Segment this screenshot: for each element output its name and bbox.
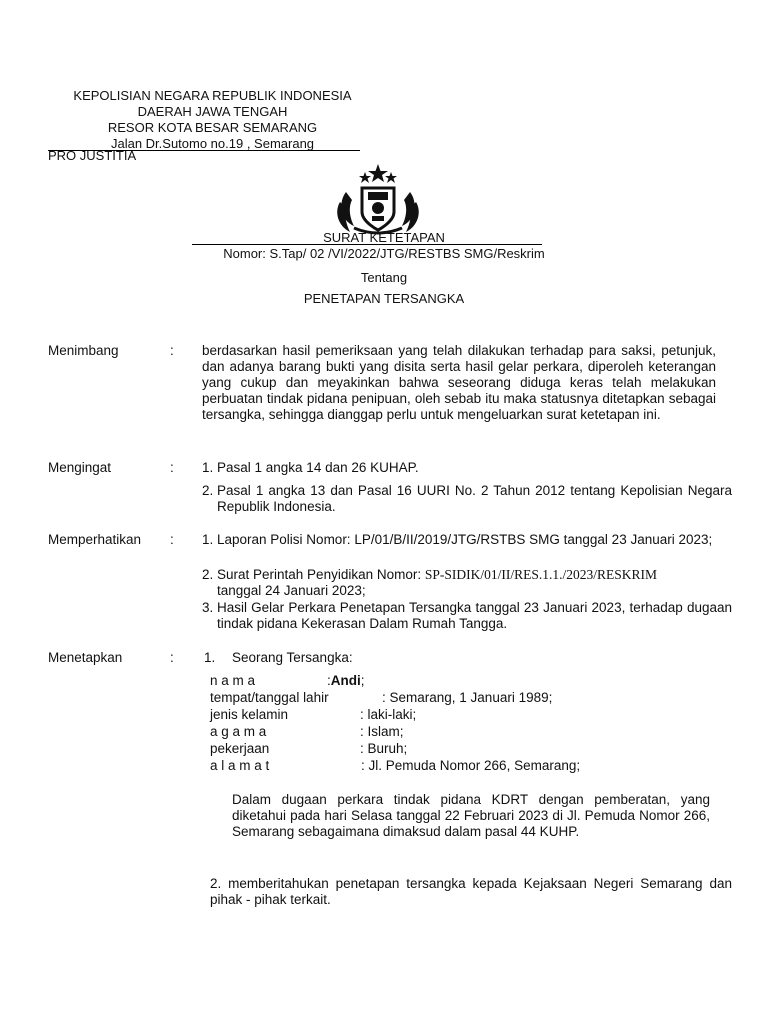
menetapkan-label: Menetapkan (48, 650, 123, 665)
menimbang-colon: : (170, 343, 174, 358)
identity-alamat-label: a l a m a t (210, 758, 270, 773)
identity-nama-label: n a m a (210, 673, 256, 688)
police-emblem-icon (332, 162, 424, 236)
pro-justitia: PRO JUSTITIA (48, 148, 137, 163)
menetapkan-colon: : (170, 650, 174, 665)
identity-agama-label: a g a m a (210, 724, 267, 739)
identity-nama-colon: : (327, 673, 331, 688)
suspect-name: Andi (330, 673, 361, 688)
memperhatikan-colon: : (170, 532, 174, 547)
identity-pekerjaan-label: pekerjaan (210, 741, 270, 756)
mengingat-item-1-text: Pasal 1 angka 14 dan 26 KUHAP. (217, 460, 419, 475)
mengingat-item-2-number: 2. (202, 483, 214, 498)
mengingat-colon: : (170, 460, 174, 475)
tentang-label: Tentang (360, 270, 408, 285)
menimbang-label: Menimbang (48, 343, 119, 358)
sprindik-number: SP-SIDIK/01/II/RES.1.1./2023/RESKRIM (424, 567, 658, 582)
document-subject: PENETAPAN TERSANGKA (303, 291, 465, 306)
letterhead-line-2: DAERAH JAWA TENGAH (137, 104, 288, 119)
letterhead-address: Jalan Dr.Sutomo no.19 , Semarang (110, 136, 315, 151)
memperhatikan-item-3-text: Hasil Gelar Perkara Penetapan Tersangka tanggal 23 Januari 2023, terhadap dugaan tindak pidana Kekerasan Dalam Rumah Tangga. (217, 600, 732, 631)
document-heading: SURAT KETETAPAN (323, 230, 445, 245)
identity-jk-label: jenis kelamin (210, 707, 289, 722)
mengingat-label: Mengingat (48, 460, 112, 475)
identity-jk-value: : laki-laki; (360, 707, 417, 722)
memperhatikan-item-1-text: Laporan Polisi Nomor: LP/01/B/II/2019/JTG/RSTBS SMG tanggal 23 Januari 2023; (217, 532, 713, 547)
memperhatikan-item-1-number: 1. (202, 532, 214, 547)
document-number: Nomor: S.Tap/ 02 /VI/2022/JTG/RESTBS SMG/Reskrim (223, 246, 545, 261)
identity-ttl-value: : Semarang, 1 Januari 1989; (382, 690, 553, 705)
letterhead-line-1: KEPOLISIAN NEGARA REPUBLIK INDONESIA (73, 88, 352, 103)
identity-nama-suffix: ; (360, 673, 365, 688)
identity-ttl-label: tempat/tanggal lahir (210, 690, 329, 705)
memperhatikan-item-2-text (217, 567, 737, 583)
identity-alamat-value: : Jl. Pemuda Nomor 266, Semarang; (361, 758, 581, 773)
memperhatikan-item-2-text-a: Surat Perintah Penyidikan Nomor: (217, 567, 425, 582)
title-rule (192, 244, 542, 245)
memperhatikan-item-2-number: 2. (202, 567, 214, 582)
letterhead (50, 88, 375, 152)
menetapkan-item-1-number: 1. (204, 650, 216, 665)
memperhatikan-item-3-number: 3. (202, 600, 214, 615)
mengingat-item-1-number: 1. (202, 460, 214, 475)
letterhead-line-3: RESOR KOTA BESAR SEMARANG (107, 120, 318, 135)
menetapkan-item-1-title: Seorang Tersangka: (232, 650, 353, 665)
menimbang-text: berdasarkan hasil pemeriksaan yang telah dilakukan terhadap para saksi, petunjuk, dan adanya barang bukti yang disita serta hasil gelar perkara, diperoleh keterangan yang cukup dan meyakinkan bahwa seseorang diduga keras telah melakukan perbuatan tindak pidana penipuan, oleh sebab itu maka statusnya ditetapkan sebagai tersangka, sehingga dianggap perlu untuk mengeluarkan surat ketetapan ini. (202, 343, 716, 422)
menetapkan-item-2-text: 2. memberitahukan penetapan tersangka kepada Kejaksaan Negeri Semarang dan pihak - pihak terkait. (210, 876, 732, 907)
memperhatikan-item-2-date: tanggal 24 Januari 2023; (217, 583, 366, 598)
memperhatikan-label: Memperhatikan (48, 532, 142, 547)
mengingat-item-2-text: Pasal 1 angka 13 dan Pasal 16 UURI No. 2 Tahun 2012 tentang Kepolisian Negara Republik Indonesia. (217, 483, 732, 514)
identity-agama-value: : Islam; (360, 724, 404, 739)
identity-pekerjaan-value: : Buruh; (360, 741, 408, 756)
identity-nama-value (327, 673, 365, 688)
dugaan-text: Dalam dugaan perkara tindak pidana KDRT dengan pemberatan, yang diketahui pada hari Selasa tanggal 22 Februari 2023 di Jl. Pemuda Nomor 266, Semarang sebagaimana dimaksud dalam pasal 44 KUHP. (232, 792, 710, 839)
